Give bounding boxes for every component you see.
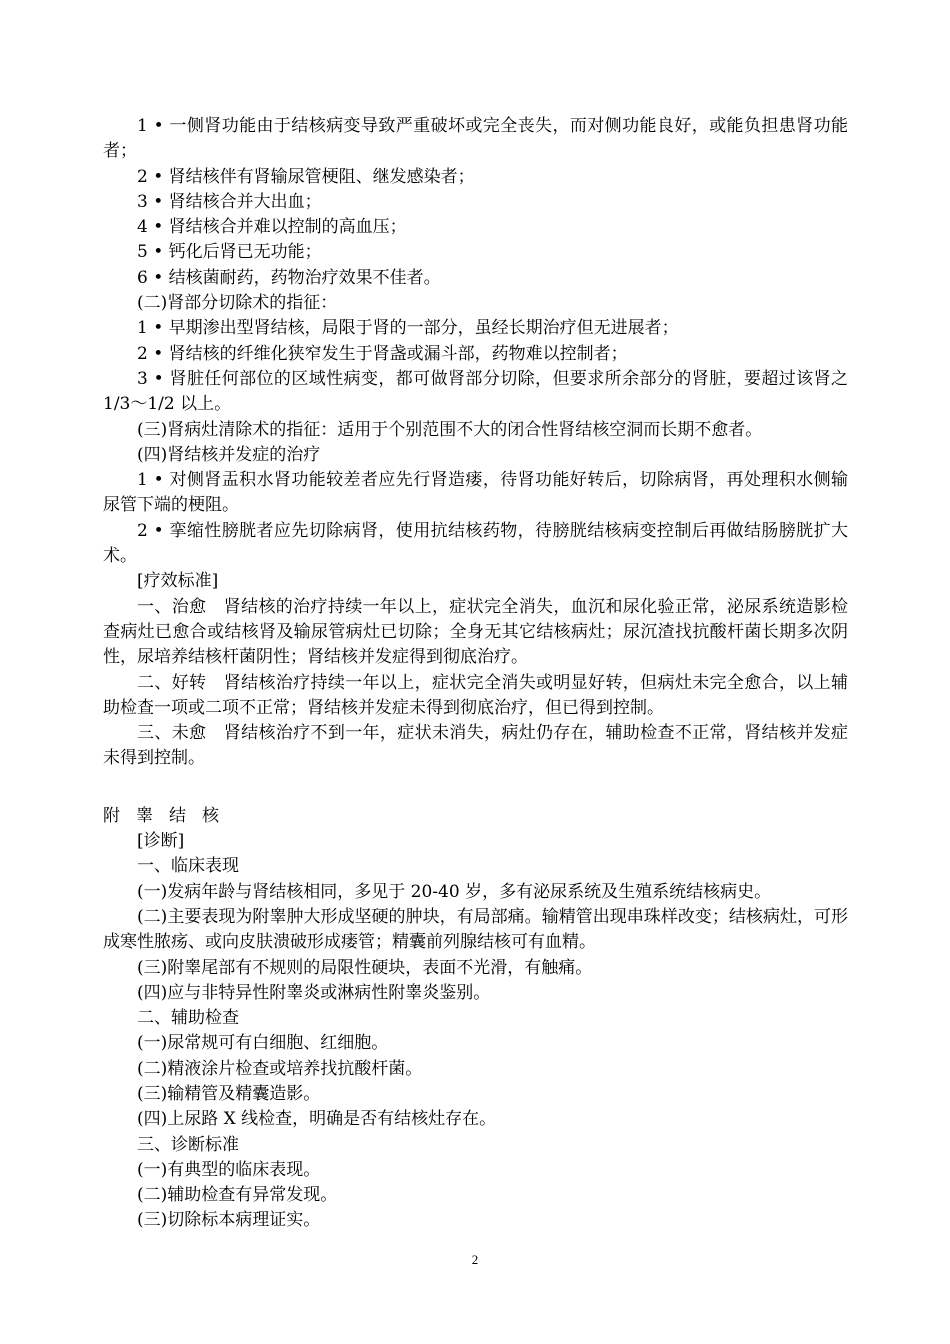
paragraph: 2 • 肾结核的纤维化狭窄发生于肾盏或漏斗部，药物难以控制者； [137, 343, 628, 364]
section-spacer [103, 772, 848, 804]
paragraph: 一、治愈 肾结核的治疗持续一年以上，症状完全消失，血沉和尿化验正常，泌尿系统造影检查病灶已愈合或结核肾及输尿管病灶已切除；全身无其它结核病灶；尿沉渣找抗酸杆菌长期多次阴性，尿培养结核杆菌阴性；肾结核并发症得到彻底治疗。 [103, 596, 848, 668]
paragraph: 3 • 肾结核合并大出血； [137, 191, 322, 212]
paragraph: (二)精液涂片检查或培养找抗酸杆菌。 [137, 1058, 423, 1079]
paragraph: 三、诊断标准 [137, 1134, 239, 1155]
paragraph: (二)主要表现为附睾肿大形成坚硬的肿块，有局部痛。输精管出现串珠样改变；结核病灶，可形成寒性脓疡、或向皮肤溃破形成瘘管；精囊前列腺结核可有血精。 [103, 906, 848, 953]
paragraph: (四)应与非特异性附睾炎或淋病性附睾炎鉴别。 [137, 982, 491, 1003]
paragraph: (二)肾部分切除术的指征： [137, 293, 338, 314]
paragraph: (三)输精管及精囊造影。 [137, 1083, 321, 1104]
page-number: 2 [471, 1252, 479, 1267]
paragraph: 1 • 对侧肾盂积水肾功能较差者应先行肾造瘘，待肾功能好转后，切除病肾，再处理积水侧输尿管下端的梗阻。 [103, 470, 848, 516]
paragraph: 2 • 挛缩性膀胱者应先切除病肾，使用抗结核药物，待膀胱结核病变控制后再做结肠膀胱扩大术。 [103, 520, 848, 567]
paragraph: (一)发病年龄与肾结核相同，多见于 20-40 岁，多有泌尿系统及生殖系统结核病史。 [137, 881, 772, 902]
paragraph: (三)切除标本病理证实。 [137, 1210, 321, 1231]
paragraph: 1 • 一侧肾功能由于结核病变导致严重破坏或完全丧失，而对侧功能良好，或能负担患肾功能者； [103, 116, 848, 162]
document-page [103, 114, 848, 1234]
paragraph: 一、临床表现 [137, 856, 239, 877]
section-title: 附睾结核 [103, 805, 235, 826]
paragraph: 6 • 结核菌耐药，药物治疗效果不佳者。 [137, 267, 441, 288]
paragraph: [诊断] [137, 831, 185, 852]
paragraph: 二、好转 肾结核治疗持续一年以上，症状完全消失或明显好转，但病灶未完全愈合，以上辅助检查一项或二项不正常；肾结核并发症未得到彻底治疗，但已得到控制。 [103, 672, 848, 718]
paragraph: 2 • 肾结核伴有肾输尿管梗阻、继发感染者； [137, 166, 475, 187]
paragraph: (三)肾病灶清除术的指征：适用于个别范围不大的闭合性肾结核空洞而长期不愈者。 [137, 419, 763, 440]
paragraph: 4 • 肾结核合并难以控制的高血压； [137, 217, 407, 238]
paragraph: (一)尿常规可有白细胞、红细胞。 [137, 1033, 389, 1054]
paragraph: [疗效标准] [137, 571, 219, 592]
paragraph: (四)肾结核并发症的治疗 [137, 444, 321, 465]
paragraph: 1 • 早期渗出型肾结核，局限于肾的一部分，虽经长期治疗但无进展者； [137, 318, 679, 339]
paragraph: 3 • 肾脏任何部位的区域性病变，都可做肾部分切除，但要求所余部分的肾脏，要超过该肾之 1/3～1/2 以上。 [103, 368, 848, 415]
paragraph: 三、未愈 肾结核治疗不到一年，症状未消失，病灶仍存在，辅助检查不正常，肾结核并发症未得到控制。 [103, 723, 848, 769]
paragraph: 二、辅助检查 [137, 1008, 239, 1029]
paragraph: (二)辅助检查有异常发现。 [137, 1185, 338, 1206]
paragraph: (三)附睾尾部有不规则的局限性硬块，表面不光滑，有触痛。 [137, 957, 593, 978]
paragraph: 5 • 钙化后肾已无功能； [137, 242, 322, 263]
paragraph: (一)有典型的临床表现。 [137, 1159, 321, 1180]
paragraph: (四)上尿路 X 线检查，明确是否有结核灶存在。 [137, 1109, 497, 1130]
